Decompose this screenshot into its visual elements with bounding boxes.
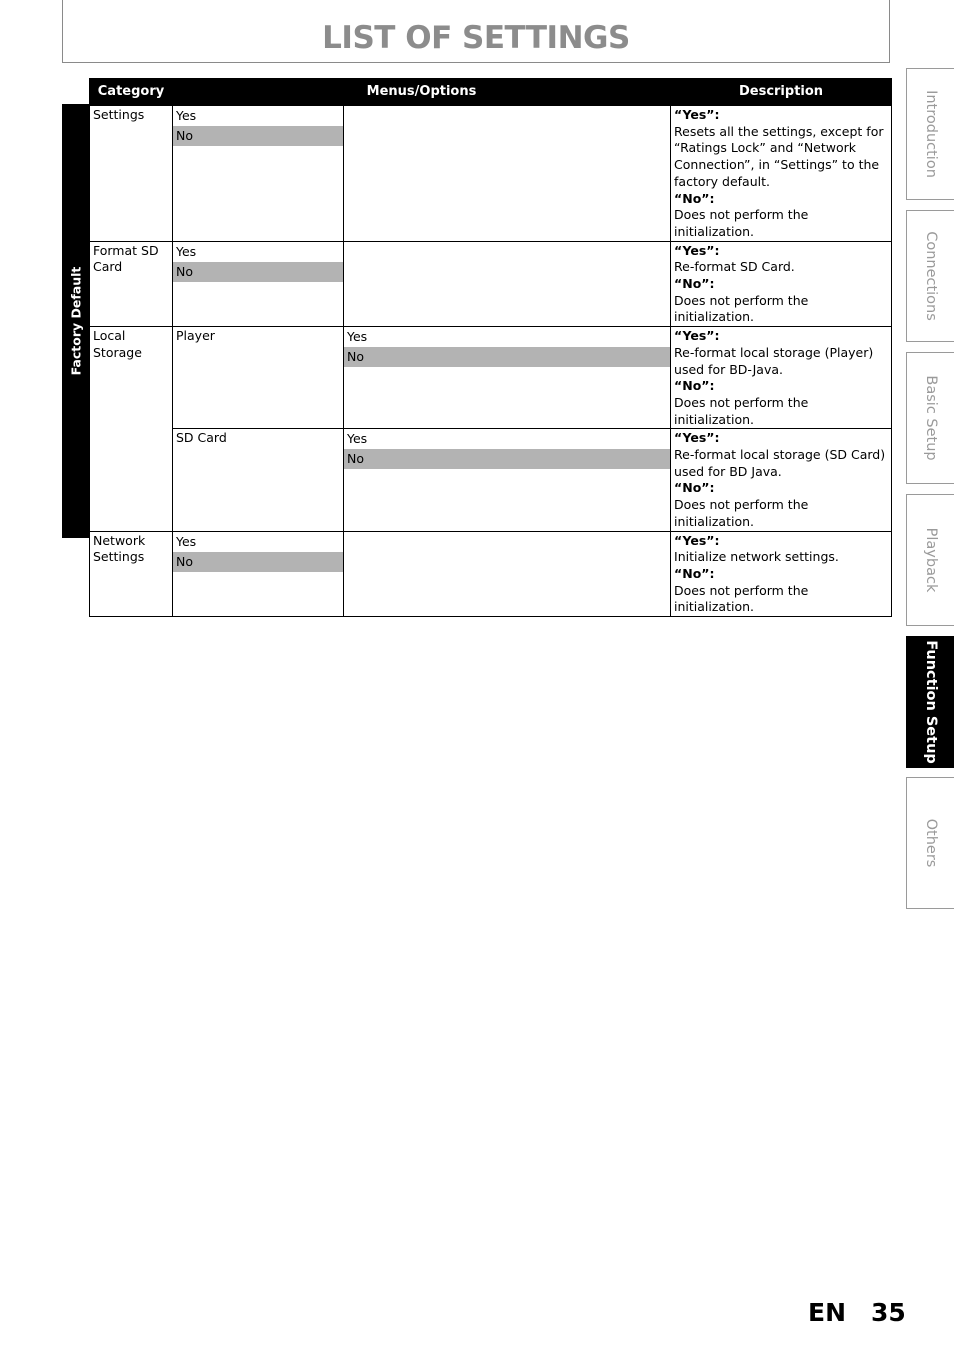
side-tab-basic-setup[interactable] (906, 352, 954, 484)
table-row (90, 106, 892, 242)
category-cell: Local Storage (90, 327, 173, 531)
desc-no-label: “No”: (674, 378, 715, 394)
empty-cell (344, 531, 671, 617)
desc-no-text: Does not perform the initialization. (674, 292, 809, 325)
desc-yes-text: Re-format local storage (SD Card) used for BD Java. (674, 447, 886, 479)
empty-cell (344, 106, 671, 242)
table-row (90, 531, 892, 617)
desc-yes-label: “Yes”: (674, 242, 720, 258)
description-cell (671, 327, 892, 429)
description-cell (671, 241, 892, 327)
desc-yes-text: Resets all the settings, except for “Ratings Lock” and “Network Connection”, in “Settings” to the factory default. (674, 123, 884, 189)
footer-page-number: 35 (871, 1298, 906, 1327)
page-title-box (62, 0, 890, 63)
category-cell: Network Settings (90, 531, 173, 617)
desc-yes-text: Re-format local storage (Player) used for BD-Java. (674, 344, 874, 377)
options-cell (173, 241, 344, 327)
side-tab-label: Connections (922, 231, 939, 321)
desc-yes-text: Re-format SD Card. (674, 259, 795, 275)
description-cell (671, 106, 892, 242)
table-row (90, 429, 892, 531)
desc-no-text: Does not perform the initialization. (674, 497, 809, 529)
side-tab-label: Basic Setup (922, 375, 939, 461)
option-no-selected: No (173, 126, 343, 146)
desc-no-label: “No”: (674, 565, 715, 581)
table-row (90, 327, 892, 429)
option-yes: Yes (176, 108, 197, 123)
desc-no-label: “No”: (674, 480, 715, 496)
option-yes: Yes (176, 533, 197, 549)
desc-no-text: Does not perform the initialization. (674, 207, 809, 239)
header-menus-options: Menus/Options (173, 79, 671, 106)
category-cell: Settings (90, 106, 173, 242)
desc-no-text: Does not perform the initialization. (674, 582, 809, 615)
footer-language: EN (808, 1298, 847, 1327)
side-tab-label: Introduction (922, 90, 939, 178)
desc-yes-text: Initialize network settings. (674, 549, 839, 565)
option-yes: Yes (347, 431, 368, 447)
side-tab-playback[interactable] (906, 494, 954, 626)
empty-cell (344, 241, 671, 327)
desc-no-label: “No”: (674, 190, 715, 206)
options-cell (173, 531, 344, 617)
desc-yes-label: “Yes”: (674, 107, 720, 122)
side-tab-label: Playback (922, 527, 939, 593)
options-cell (344, 327, 671, 429)
desc-no-label: “No”: (674, 276, 715, 292)
option-no-selected: No (344, 347, 670, 367)
desc-yes-label: “Yes”: (674, 532, 720, 548)
description-cell (671, 429, 892, 531)
desc-yes-label: “Yes”: (674, 430, 720, 446)
side-tab-connections[interactable] (906, 210, 954, 342)
side-tab-label: Function Setup (922, 640, 939, 764)
subitem-cell: SD Card (173, 429, 344, 531)
table-header-row (90, 79, 892, 106)
side-tab-function-setup[interactable] (906, 636, 954, 768)
category-cell: Format SD Card (90, 241, 173, 327)
side-tab-others[interactable] (906, 777, 954, 909)
option-no-selected: No (344, 449, 670, 469)
header-description: Description (671, 79, 892, 106)
option-yes: Yes (347, 329, 368, 345)
option-yes: Yes (176, 243, 197, 259)
side-tab-label: Others (922, 818, 939, 868)
option-no-selected: No (173, 552, 343, 572)
header-category: Category (90, 79, 173, 106)
table-row (90, 241, 892, 327)
side-tab-introduction[interactable] (906, 68, 954, 200)
page-title: LIST OF SETTINGS (322, 20, 630, 56)
section-label: Factory Default (68, 266, 84, 376)
desc-no-text: Does not perform the initialization. (674, 394, 809, 427)
options-cell (344, 429, 671, 531)
description-cell (671, 531, 892, 617)
desc-yes-label: “Yes”: (674, 328, 720, 344)
section-band (62, 104, 90, 538)
options-cell (173, 106, 344, 242)
subitem-cell: Player (173, 327, 344, 429)
option-no-selected: No (173, 262, 343, 282)
settings-table (89, 78, 892, 617)
